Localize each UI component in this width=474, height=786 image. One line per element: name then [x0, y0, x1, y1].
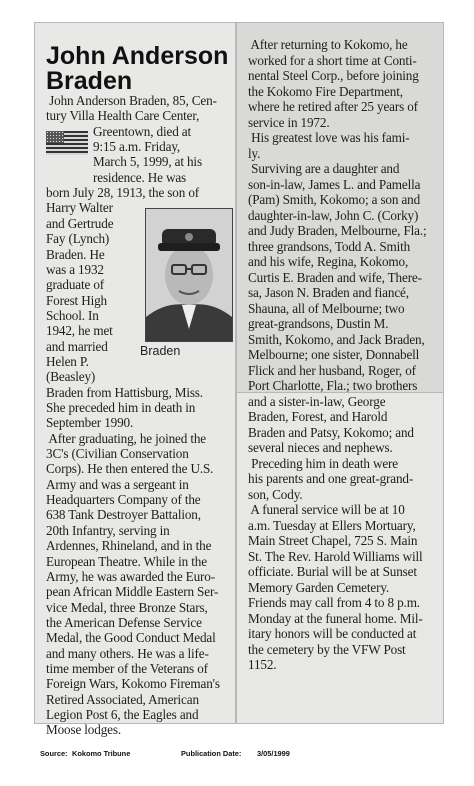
- text-line: Main Street Chapel, 725 S. Main: [248, 533, 418, 548]
- text-line: ly.: [248, 145, 261, 161]
- text-line: September 1990.: [46, 415, 134, 431]
- text-line: 1942, he met: [46, 323, 113, 339]
- obituary-headline: [46, 44, 236, 94]
- text-line: 638 Tank Destroyer Battalion,: [46, 507, 201, 523]
- text-line: Port Charlotte, Fla.; two brothers: [248, 378, 418, 393]
- footer-source-value: Kokomo Tribune: [72, 749, 131, 758]
- text-line: and a sister-in-law, George: [248, 393, 386, 409]
- text-line: worked for a short time at Conti-: [248, 52, 417, 68]
- text-line: the cemetery by the VFW Post: [248, 641, 406, 657]
- text-line: (Pam) Smith, Kokomo; a son and: [248, 192, 421, 207]
- footer-date-label: Publication Date:: [181, 749, 242, 758]
- text-line: Monday at the funeral home. Mil-: [248, 610, 423, 626]
- text-line: officiate. Burial will be at Sunset: [248, 564, 417, 579]
- text-line: John Anderson Braden, 85, Cen-: [46, 93, 217, 108]
- text-line: Surviving are a daughter and: [248, 161, 400, 176]
- text-line: residence. He was: [93, 169, 187, 185]
- photo-caption: Braden: [140, 344, 181, 358]
- text-line: 3C's (Civilian Conservation: [46, 446, 189, 462]
- text-line: After graduating, he joined the: [46, 430, 206, 446]
- text-line: Preceding him in death were: [248, 455, 398, 471]
- text-line: 20th Infantry, serving in: [46, 522, 170, 538]
- text-line: She preceded him in death in: [46, 400, 196, 415]
- text-line: March 5, 1999, at his: [93, 154, 202, 170]
- text-line: Helen P.: [46, 353, 89, 369]
- text-line: Headquarters Company of the: [46, 492, 201, 508]
- text-line: Ardennes, Rhineland, and in the: [46, 538, 212, 554]
- text-line: Friends may call from 4 to 8 p.m.: [248, 595, 420, 610]
- american-flag-icon: [46, 131, 88, 155]
- text-line: the Kokomo Fire Department,: [248, 83, 403, 99]
- text-line: graduate of: [46, 277, 105, 293]
- text-line: Braden and Patsy, Kokomo; and: [248, 424, 414, 440]
- text-line: service in 1972.: [248, 114, 330, 130]
- text-line: was a 1932: [46, 261, 104, 277]
- text-line: Flick and her husband, Roger, of: [248, 362, 416, 378]
- text-line: itary honors will be conducted at: [248, 626, 417, 641]
- text-line: son, Cody.: [248, 486, 303, 502]
- text-line: and his wife, Regina, Kokomo,: [248, 254, 409, 269]
- text-line: a.m. Tuesday at Ellers Mortuary,: [248, 517, 416, 533]
- text-line: and Gertrude: [46, 215, 114, 231]
- text-line: European Theatre. While in the: [46, 553, 207, 569]
- text-line: Moose lodges.: [46, 722, 121, 738]
- text-line: nental Steel Corp., before joining: [248, 68, 419, 83]
- text-line: daughter-in-law, John C. (Corky): [248, 207, 419, 223]
- text-line: and married: [46, 338, 108, 354]
- text-line: 9:15 a.m. Friday,: [93, 139, 181, 155]
- footer-date-value: 3/05/1999: [257, 749, 290, 758]
- portrait-photo: [145, 208, 233, 342]
- text-line: great-grandsons, Dustin M.: [248, 316, 389, 331]
- footer-source-label: Source:: [40, 749, 68, 758]
- text-line: St. The Rev. Harold Williams will: [248, 548, 423, 564]
- text-line: A funeral service will be at 10: [248, 502, 405, 517]
- text-line: His greatest love was his fami-: [248, 130, 410, 145]
- headline-line-1: John Anderson: [46, 42, 229, 70]
- text-line: Forest High: [46, 292, 107, 308]
- text-line: Shauna, all of Melbourne; two: [248, 300, 405, 316]
- text-line: Legion Post 6, the Eagles and: [46, 707, 199, 722]
- text-line: son-in-law, James L. and Pamella: [248, 176, 421, 192]
- text-line: his parents and one great-grand-: [248, 471, 414, 486]
- text-line: born July 28, 1913, the son of: [46, 185, 200, 201]
- text-line: Curtis E. Braden and wife, There-: [248, 269, 422, 285]
- text-line: (Beasley): [46, 369, 96, 385]
- text-line: Melbourne; one sister, Donnabell: [248, 347, 420, 362]
- text-line: Harry Walter: [46, 200, 113, 216]
- text-line: Braden. He: [46, 246, 105, 262]
- text-line: Smith, Kokomo, and Jack Braden,: [248, 331, 425, 347]
- text-line: vice Medal, three Bronze Stars,: [46, 599, 208, 615]
- text-line: and Judy Braden, Melbourne, Fla.;: [248, 223, 427, 238]
- text-line: Braden from Hattisburg, Miss.: [46, 384, 203, 400]
- text-line: where he retired after 25 years of: [248, 99, 418, 114]
- text-line: Retired Associated, American: [46, 691, 199, 707]
- text-line: pean African Middle Eastern Ser-: [46, 584, 219, 600]
- text-line: sa, Jason N. Braden and fiancé,: [248, 285, 409, 300]
- text-line: Greentown, died at: [93, 123, 192, 139]
- text-line: and many others. He was a life-: [46, 645, 209, 661]
- text-line: the American Defense Service: [46, 614, 202, 630]
- text-line: 1152.: [248, 657, 277, 672]
- headline-line-2: Braden: [46, 67, 133, 95]
- text-line: School. In: [46, 307, 99, 323]
- text-line: several nieces and nephews.: [248, 440, 393, 455]
- text-line: Foreign Wars, Kokomo Fireman's: [46, 676, 220, 692]
- text-line: Medal, the Good Conduct Medal: [46, 630, 216, 646]
- text-line: After returning to Kokomo, he: [248, 37, 408, 52]
- text-line: Memory Garden Cemetery.: [248, 579, 390, 595]
- text-line: Army and was a sergeant in: [46, 476, 189, 492]
- text-line: Army, he was awarded the Euro-: [46, 568, 215, 584]
- text-line: Fay (Lynch): [46, 231, 110, 247]
- text-line: Corps). He then entered the U.S.: [46, 461, 214, 477]
- text-line: three grandsons, Todd A. Smith: [248, 238, 411, 254]
- text-line: time member of the Veterans of: [46, 660, 208, 676]
- text-line: Braden, Forest, and Harold: [248, 409, 388, 424]
- text-line: tury Villa Health Care Center,: [46, 108, 200, 124]
